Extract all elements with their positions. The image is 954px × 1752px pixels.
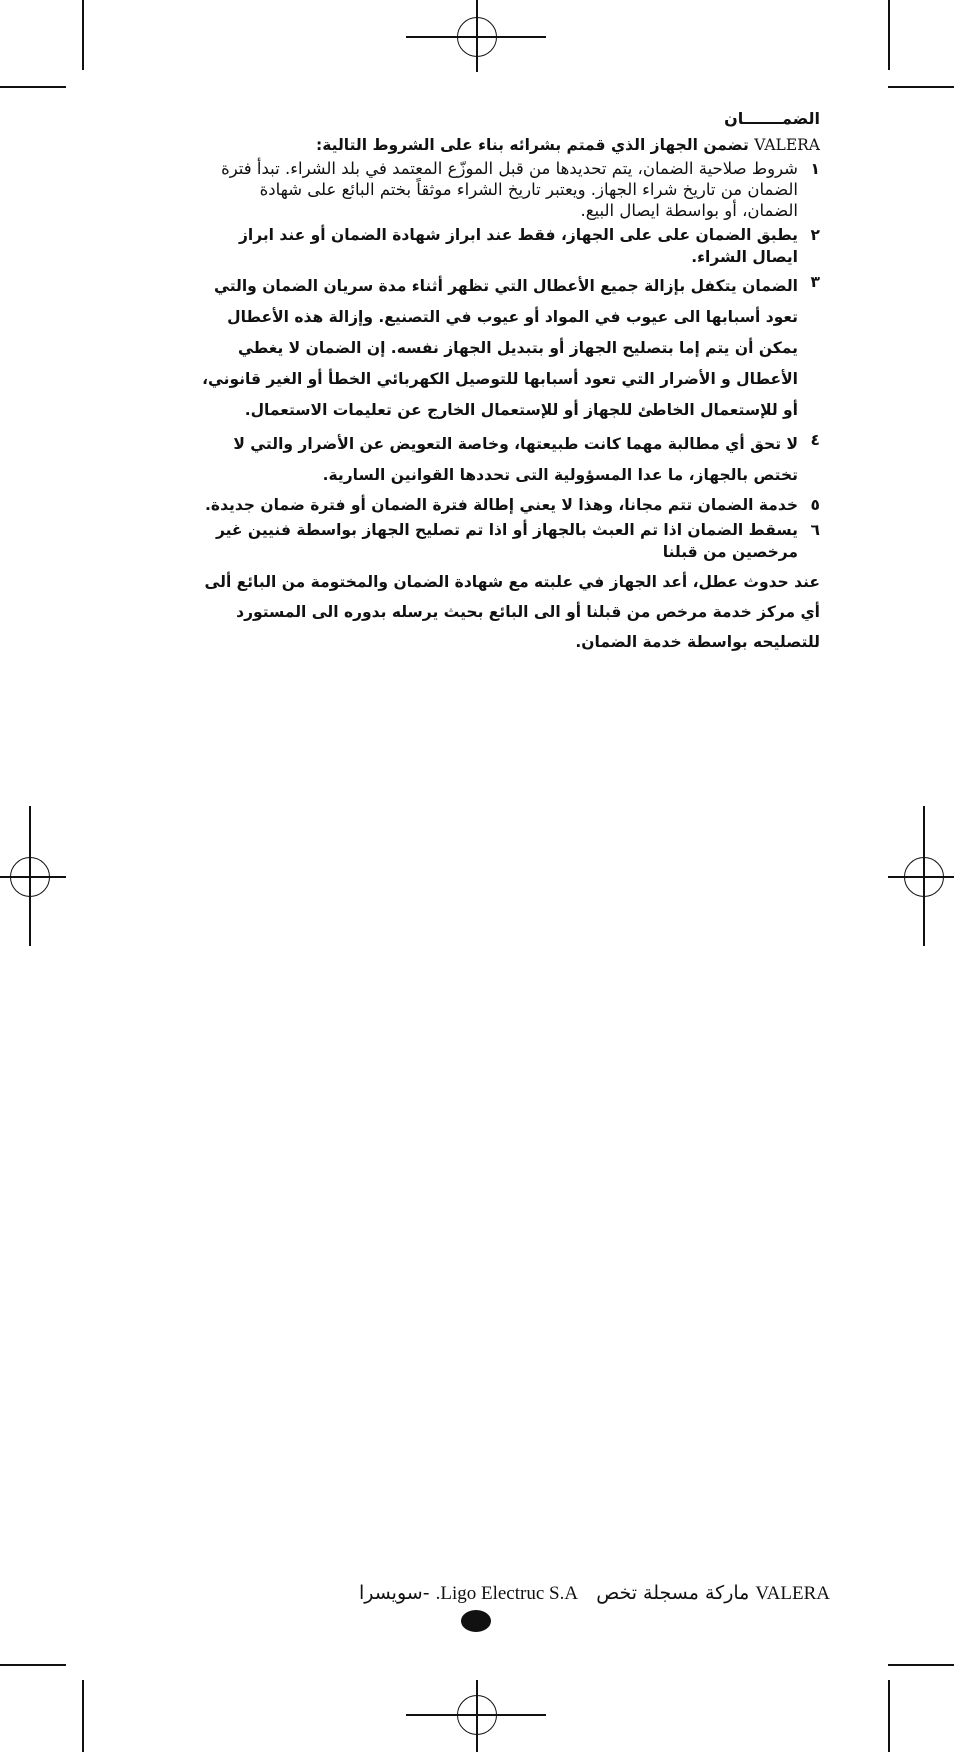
brand-name: VALERA [754,136,820,154]
warranty-condition-3 [200,271,820,426]
crop-mark [0,1664,66,1666]
warranty-condition-4 [200,429,820,491]
footer-country: -سويسرا [358,1582,430,1604]
crop-mark [82,1680,84,1752]
condition-number: ٥ [810,496,820,514]
condition-number: ٣ [810,273,820,291]
crop-mark [0,86,66,88]
condition-text: الضمان يتكفل بإزالة جميع الأعطال التي تظهر أثناء مدة سريان الضمان والتي تعود أسبابها الى عيوب في المواد أو عيوب في التصنيع. وإزالة هذه الأعطال يمكن أن يتم إما بتصليح الجهاز أو بتبديل الجهاز نفسه. إن الضمان لا يغطي الأعطال و الأضرار التي تعود أسبابها للتوصيل الكهربائي الخطأ أو الغير قانوني، أو للإستعمال الخاطئ للجهاز أو للإستعمال الخارج عن تعليمات الاستعمال. [202,277,798,419]
registration-mark-circle [457,1695,497,1735]
crop-mark [888,0,890,70]
warranty-closing-paragraph: عند حدوث عطل، أعد الجهاز في علبته مع شهادة الضمان والمختومة من البائع ألى أي مركز خدمة مرخص من قبلنا أو الى البائع بحيث يرسله بدوره الى المستورد للتصليحه بواسطة خدمة الضمان. [204,573,820,651]
warranty-condition-2 [200,224,820,268]
condition-text: يطبق الضمان على على الجهاز، فقط عند ابراز شهادة الضمان أو عند ابراز ايصال الشراء. [238,226,798,266]
registration-mark-circle [10,857,50,897]
crop-mark [888,1664,954,1666]
crop-mark [888,1680,890,1752]
warranty-title: الضمـــــــان [724,109,820,128]
condition-text: لا تحق أي مطالبة مهما كانت طبيعتها، وخاصة التعويض عن الأضرار والتي لا تختص بالجهاز، ما عدا المسؤولية التى تحددها القوانين السارية. [233,435,798,484]
condition-number: ١ [810,160,820,178]
warranty-condition-5 [200,494,820,516]
warranty-condition-1 [200,158,820,221]
registration-mark-circle [457,17,497,57]
page-number-dot [461,1610,491,1632]
footer-brand: VALERA [755,1583,830,1604]
condition-number: ٦ [810,521,820,539]
crop-mark [82,0,84,70]
footer-company: Ligo Electruc S.A. [435,1583,579,1604]
warranty-section [200,108,820,657]
trademark-footer [360,1582,830,1605]
condition-text: شروط صلاحية الضمان، يتم تحديدها من قبل الموزّع المعتمد في بلد الشراء. تبدأ فترة الضمان من تاريخ شراء الجهاز. ويعتبر تاريخ الشراء موثقاً بختم البائع على شهادة الضمان، أو بواسطة ايصال البيع. [221,159,798,220]
condition-text: يسقط الضمان اذا تم العبث بالجهاز أو اذا تم تصليح الجهاز بواسطة فنيين غير مرخصين من قبلنا [215,521,798,561]
registration-mark-circle [904,857,944,897]
condition-number: ٢ [810,226,820,244]
condition-text: خدمة الضمان تتم مجانا، وهذا لا يعني إطالة فترة الضمان أو فترة ضمان جديدة. [205,496,798,514]
warranty-condition-6 [200,519,820,563]
warranty-intro [200,134,820,156]
condition-number: ٤ [810,431,820,449]
footer-trademark-text: ماركة مسجلة تخص [596,1582,750,1604]
crop-mark [888,86,954,88]
intro-text: تضمن الجهاز الذي قمتم بشرائه بناء على الشروط التالية: [316,136,749,154]
